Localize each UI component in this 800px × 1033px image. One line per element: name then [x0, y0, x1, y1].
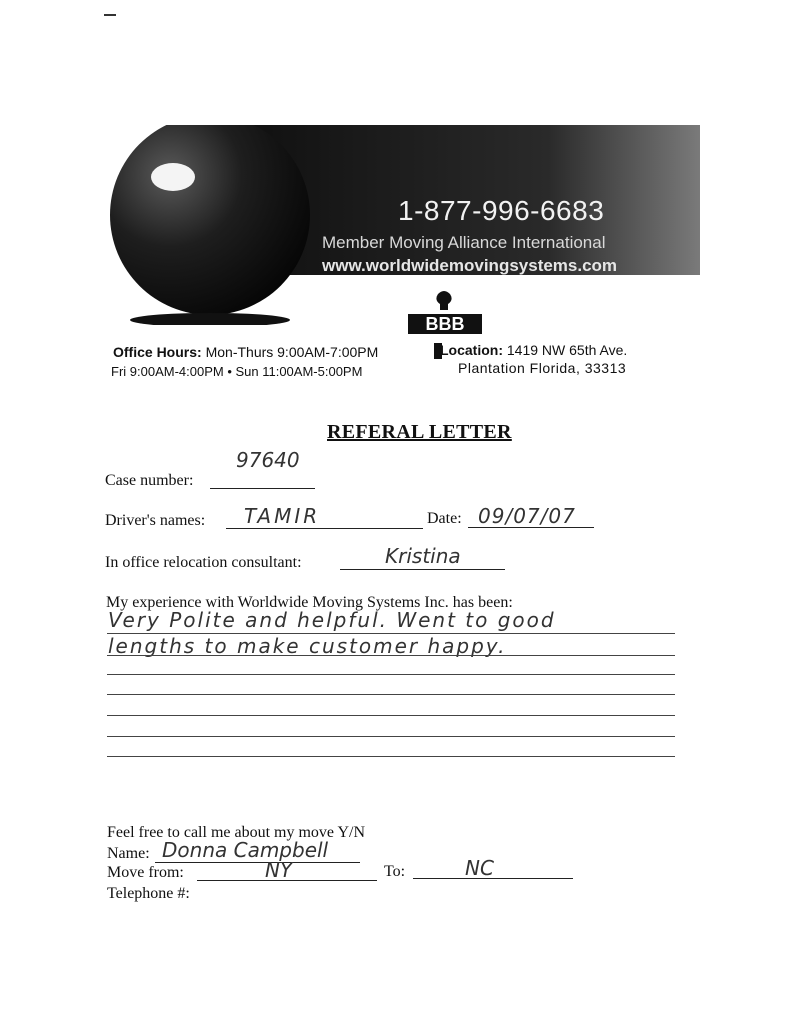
consultant-label: In office relocation consultant: — [105, 554, 302, 571]
drivers-line — [226, 528, 423, 529]
writing-line-6 — [107, 736, 675, 737]
location-label: Location: — [440, 342, 503, 358]
location-line2: Plantation Florida, 33313 — [458, 360, 627, 376]
experience-line1[interactable]: Very Polite and helpful. Went to good — [108, 608, 556, 632]
experience-line2[interactable]: lengths to make customer happy. — [108, 634, 507, 658]
case-number-line — [210, 488, 315, 489]
writing-line-5 — [107, 715, 675, 716]
bbb-logo-icon — [404, 290, 486, 338]
globe-ball-graphic — [110, 125, 310, 315]
office-hours-label: Office Hours: — [113, 344, 202, 360]
office-hours-line1 — [113, 344, 378, 360]
drivers-label: Driver's names: — [105, 512, 206, 529]
move-from-label: Move from: — [107, 864, 184, 881]
office-hours-line2: Fri 9:00AM-4:00PM • Sun 11:00AM-5:00PM — [111, 364, 363, 379]
phone-number: 1-877-996-6683 — [398, 195, 605, 226]
form-title: REFERAL LETTER — [327, 421, 512, 443]
case-number-value[interactable]: 97640 — [236, 448, 300, 472]
date-label: Date: — [427, 510, 462, 527]
website-url: www.worldwidemovingsystems.com — [322, 256, 618, 275]
bbb-logo-text: BBB — [425, 314, 465, 334]
name-label: Name: — [107, 845, 150, 862]
writing-line-4 — [107, 694, 675, 695]
to-label: To: — [384, 863, 406, 880]
tagline: Member Moving Alliance International — [322, 233, 606, 252]
consultant-value[interactable]: Kristina — [385, 544, 461, 568]
consultant-line — [340, 569, 505, 570]
experience-label: My experience with Worldwide Moving Systems Inc. has been: — [106, 594, 513, 611]
writing-line-7 — [107, 756, 675, 757]
office-hours-weekday: Mon-Thurs 9:00AM-7:00PM — [205, 344, 379, 360]
writing-line-2 — [107, 655, 675, 656]
drivers-value[interactable]: TAMIR — [244, 504, 321, 528]
telephone-label: Telephone #: — [107, 885, 190, 902]
writing-line-3 — [107, 674, 675, 675]
to-value[interactable]: NC — [465, 856, 494, 880]
call-permission-label: Feel free to call me about my move Y/N — [107, 824, 365, 841]
name-value[interactable]: Donna Campbell — [162, 838, 329, 862]
name-line — [155, 862, 360, 863]
case-number-label: Case number: — [105, 472, 194, 489]
writing-line-1 — [107, 633, 675, 634]
move-from-value[interactable]: NY — [265, 858, 293, 882]
location-address: 1419 NW 65th Ave. — [506, 342, 628, 358]
location-line1 — [440, 342, 627, 358]
scan-mark — [104, 14, 116, 16]
date-value[interactable]: 09/07/07 — [478, 504, 576, 528]
